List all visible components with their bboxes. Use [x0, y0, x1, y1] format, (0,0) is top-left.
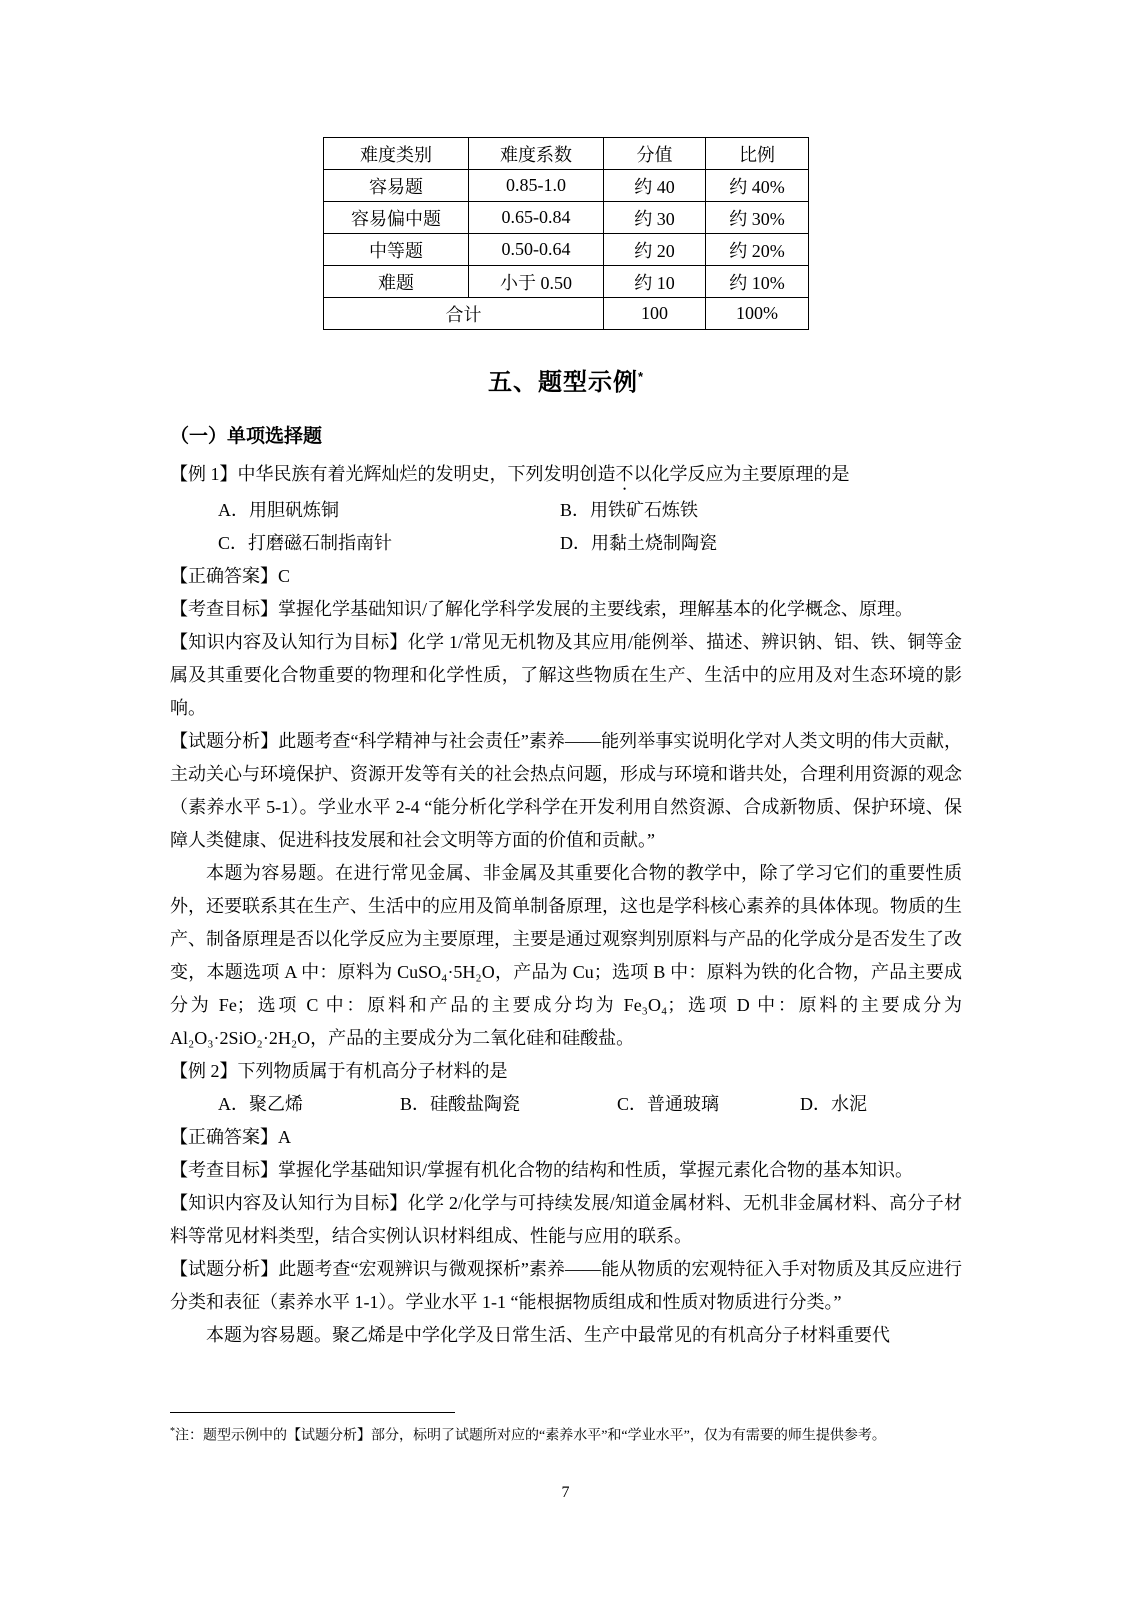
stem-prefix: 【例 1】中华民族有着光辉灿烂的发明史，下列发明创造 [170, 464, 616, 484]
total-ratio-cell: 100% [706, 298, 809, 330]
stem-emphasis-char: 不 [615, 464, 634, 484]
total-label-cell: 合计 [324, 298, 604, 330]
example2-commentary: 本题为容易题。聚乙烯是中学化学及日常生活、生产中最常见的有机高分子材料重要代 [206, 1325, 890, 1345]
footnote [170, 1412, 962, 1449]
section-heading [170, 362, 962, 398]
option-b: B．硅酸盐陶瓷 [400, 1094, 521, 1114]
example1-options-row2 [170, 527, 962, 560]
cell-ratio: 约 40% [706, 170, 809, 202]
difficulty-table [323, 137, 809, 330]
footnote-text [170, 1420, 962, 1449]
cell-coefficient: 0.50-0.64 [469, 234, 604, 266]
cell-score: 约 10 [604, 266, 706, 298]
cell-ratio: 约 20% [706, 234, 809, 266]
example2-target: 【考查目标】掌握化学基础知识/掌握有机化合物的结构和性质，掌握元素化合物的基本知识。 [170, 1160, 913, 1180]
option-a: A．用胆矾炼铜 [218, 500, 339, 520]
example2-knowledge: 【知识内容及认知行为目标】化学 2/化学与可持续发展/知道金属材料、无机非金属材料、高分子材料等常见材料类型，结合实例认识材料组成、性能与应用的联系。 [170, 1193, 962, 1246]
option-d: D．用黏土烧制陶瓷 [560, 533, 717, 553]
header-cell-category: 难度类别 [324, 138, 469, 170]
example1-stem [170, 458, 962, 494]
cell-ratio: 约 10% [706, 266, 809, 298]
page-number: 7 [561, 1484, 570, 1501]
cell-ratio: 约 30% [706, 202, 809, 234]
difficulty-table-header-row [324, 138, 809, 170]
option-c: C．普通玻璃 [617, 1094, 720, 1114]
example1-knowledge: 【知识内容及认知行为目标】化学 1/常见无机物及其应用/能例举、描述、辨识钠、铝、铁、铜等金属及其重要化合物重要的物理和化学性质，了解这些物质在生产、生活中的应用及对生态环境的影响。 [170, 632, 962, 718]
table-row [324, 170, 809, 202]
cell-score: 约 30 [604, 202, 706, 234]
cell-score: 约 20 [604, 234, 706, 266]
footnote-mark: * [170, 1426, 175, 1437]
option-b: B．用铁矿石炼铁 [560, 500, 699, 520]
section-heading-footnote-mark: * [637, 369, 645, 384]
example1-answer: 【正确答案】C [170, 566, 291, 586]
option-d: D．水泥 [800, 1094, 867, 1114]
cell-category: 容易题 [324, 170, 469, 202]
footnote-body: 注：题型示例中的【试题分析】部分，标明了试题所对应的“素养水平”和“学业水平”，仅为有需要的师生提供参考。 [175, 1428, 886, 1444]
cell-category: 难题 [324, 266, 469, 298]
table-row [324, 234, 809, 266]
example1-target: 【考查目标】掌握化学基础知识/了解化学科学发展的主要线索，理解基本的化学概念、原理。 [170, 599, 913, 619]
option-c: C．打磨磁石制指南针 [218, 533, 393, 553]
cell-coefficient: 0.65-0.84 [469, 202, 604, 234]
header-cell-ratio: 比例 [706, 138, 809, 170]
example2-answer: 【正确答案】A [170, 1127, 291, 1147]
example1-commentary: 本题为容易题。在进行常见金属、非金属及其重要化合物的教学中，除了学习它们的重要性质外，还要联系其在生产、生活中的应用及简单制备原理，这也是学科核心素养的具体体现。物质的生产、制备原理是否以化学反应为主要原理，主要是通过观察判别原料与产品的化学成分是否发生了改变，本题选项 A 中：原料为 CuSO₄·5H₂O，产品为 Cu；选项 B 中：原料为铁的化合物，产品主要成分为 Fe；选项 C 中：原料和产品的主要成分均为 Fe₃O₄；选项 D 中：原料的主要成分为 Al₂O₃·2SiO₂·2H₂O，产品的主要成分为二氧化硅和硅酸盐。 [170, 863, 962, 1048]
cell-category: 容易偏中题 [324, 202, 469, 234]
example2-options [170, 1088, 962, 1121]
table-total-row [324, 298, 809, 330]
total-score-cell: 100 [604, 298, 706, 330]
subsection-heading: （一）单项选择题 [170, 426, 323, 447]
example1-block [170, 458, 962, 1055]
example1-analysis: 【试题分析】此题考查“科学精神与社会责任”素养——能列举事实说明化学对人类文明的伟大贡献，主动关心与环境保护、资源开发等有关的社会热点问题，形成与环境和谐共处，合理利用资源的观念（素养水平 5-1）。学业水平 2-4 “能分析化学科学在开发利用自然资源、合成新物质、保护环境、保障人类健康、促进科技发展和社会文明等方面的价值和贡献。” [170, 731, 962, 850]
example2-stem: 【例 2】下列物质属于有机高分子材料的是 [170, 1061, 508, 1081]
stem-suffix: 以化学反应为主要原理的是 [633, 464, 850, 484]
header-cell-score: 分值 [604, 138, 706, 170]
cell-category: 中等题 [324, 234, 469, 266]
cell-coefficient: 小于 0.50 [469, 266, 604, 298]
header-cell-coefficient: 难度系数 [469, 138, 604, 170]
table-row [324, 266, 809, 298]
cell-coefficient: 0.85-1.0 [469, 170, 604, 202]
section-heading-text: 五、题型示例 [487, 369, 638, 396]
example2-block [170, 1055, 962, 1352]
example2-analysis: 【试题分析】此题考查“宏观辨识与微观探析”素养——能从物质的宏观特征入手对物质及其反应进行分类和表征（素养水平 1-1）。学业水平 1-1 “能根据物质组成和性质对物质进行分类。” [170, 1259, 962, 1312]
footnote-divider [170, 1412, 455, 1413]
table-row [324, 202, 809, 234]
example1-options-row1 [170, 494, 962, 527]
cell-score: 约 40 [604, 170, 706, 202]
option-a: A．聚乙烯 [218, 1094, 303, 1114]
